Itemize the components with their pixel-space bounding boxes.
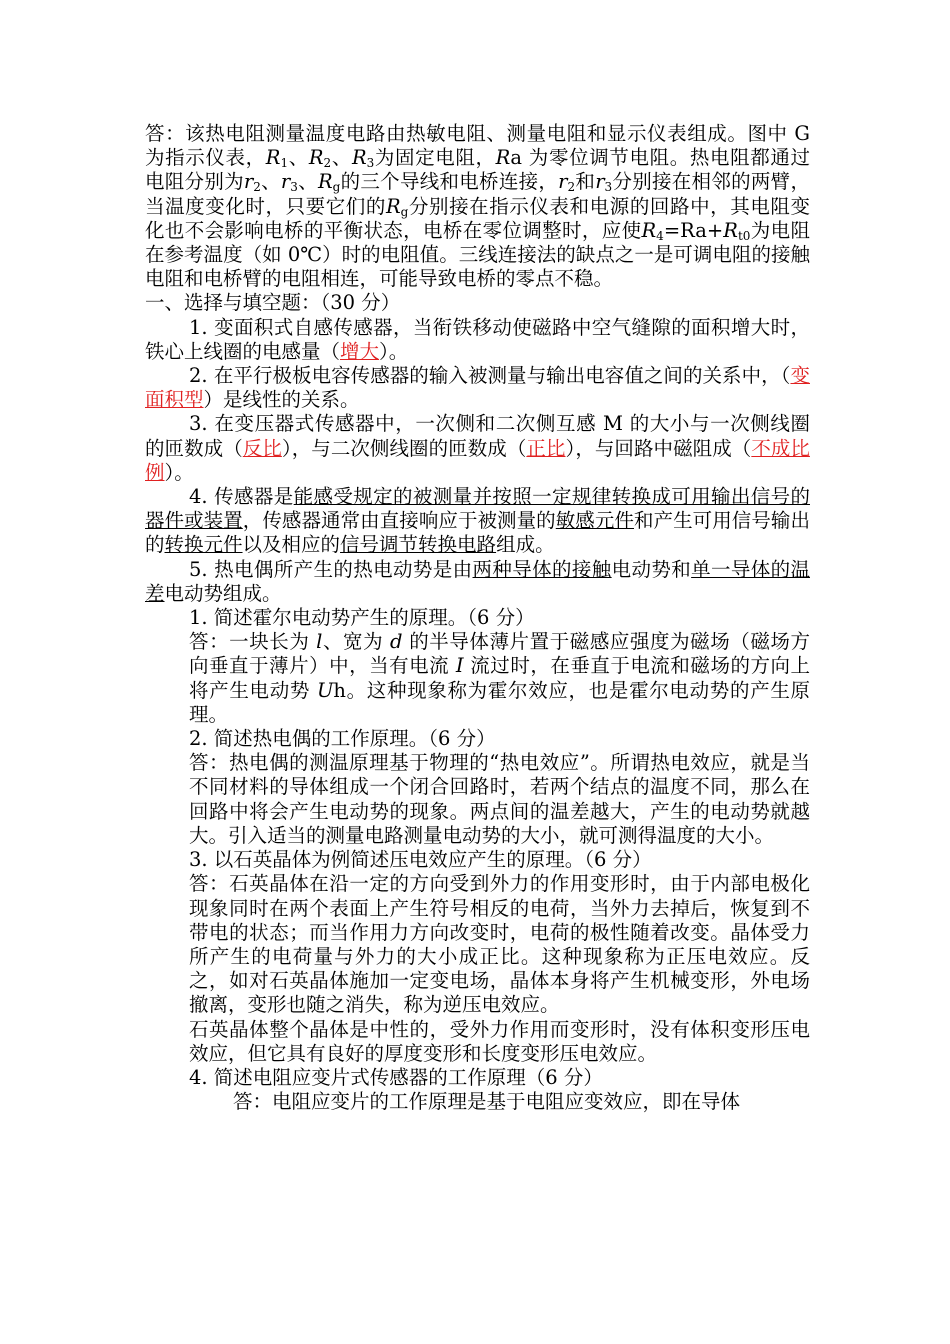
section-heading: 一、选择与填空题：（30 分） — [145, 291, 401, 315]
short-question-4: 4. 简述电阻应变片式传感器的工作原理（6 分） — [189, 1065, 603, 1089]
question-3: 3. 在变压器式传感器中，一次侧和二次侧互感 M 的大小与一次侧线圈的匝数成（反比），与二次侧线圈的匝数成（正比），与回路中磁阻成（不成比例）。 — [145, 412, 810, 484]
answer-blank: 不成比例 — [145, 436, 810, 484]
answer-blank: 增大 — [340, 339, 380, 363]
short-answer-1: 答：一块长为 l、宽为 d 的半导体薄片置于磁感应强度为磁场（磁场方向垂直于薄片）中，当有电流 I 流过时，在垂直于电流和磁场的方向上将产生电动势 Uh。这种现象称为霍尔效应，也是霍尔电动势的产生原理。 — [189, 630, 810, 726]
question-4: 4. 传感器是能感受规定的被测量并按照一定规律转换成可用输出信号的器件或装置，传感器通常由直接响应于被测量的敏感元件和产生可用信号输出的转换元件以及相应的信号调节转换电路组成。 — [145, 485, 810, 557]
underlined-answer: 单一导体的温差 — [145, 557, 810, 605]
underlined-answer: 两种导体的接触 — [472, 557, 612, 581]
answer-blank: 变面积型 — [145, 364, 810, 412]
short-question-1: 1. 简述霍尔电动势产生的原理。（6 分） — [189, 606, 535, 630]
short-answer-3: 答：石英晶体在沿一定的方向受到外力的作用变形时，由于内部电极化现象同时在两个表面上产生符号相反的电荷，当外力去掉后，恢复到不带电的状态；而当作用力方向改变时，电荷的极性随着改变。晶体受力所产生的电荷量与外力的大小成正比。这种现象称为正压电效应。反之，如对石英晶体施加一定变电场，晶体本身将产生机械变形，外电场撤离，变形也随之消失，称为逆压电效应。 — [189, 872, 810, 1017]
short-answer-3-continued: 石英晶体整个晶体是中性的，受外力作用而变形时，没有体积变形压电效应，但它具有良好的厚度变形和长度变形压电效应。 — [189, 1017, 810, 1065]
answer-blank: 正比 — [526, 436, 566, 460]
underlined-answer: 信号调节转换电路 — [340, 533, 497, 557]
short-question-2: 2. 简述热电偶的工作原理。（6 分） — [189, 727, 496, 751]
answer-blank: 反比 — [242, 436, 282, 460]
question-2: 2. 在平行极板电容传感器的输入被测量与输出电容值之间的关系中，（变面积型）是线性的关系。 — [145, 364, 810, 412]
question-5: 5. 热电偶所产生的热电动势是由两种导体的接触电动势和单一导体的温差电动势组成。 — [145, 557, 810, 605]
underlined-answer: 敏感元件 — [555, 509, 634, 533]
document-page — [145, 122, 810, 1114]
short-answer-2: 答：热电偶的测温原理基于物理的“热电效应”。所谓热电效应，就是当不同材料的导体组成一个闭合回路时，若两个结点的温度不同，那么在回路中将会产生电动势的现象。两点间的温差越大，产生的电动势就越大。引入适当的测量电路测量电动势的大小，就可测得温度的大小。 — [189, 751, 810, 847]
underlined-answer: 能感受规定的被测量并按照一定规律转换成可用输出信号的器件或装置 — [145, 485, 810, 533]
intro-paragraph: 答：该热电阻测量温度电路由热敏电阻、测量电阻和显示仪表组成。图中 G 为指示仪表，$R_1$、$R_2$、$R_3$为固定电阻，Ra 为零位调节电阻。热电阻都通过电阻分别为$r_2$、$r_3$、$R_g$的三个导线和电桥连接，$r_2$和$r_3$分别接在相邻的两臂，当温度变化时，只要它们的$R_g$分别接在指示仪表和电源的回路中，其电阻变化也不会影响电桥的平衡状态，电桥在零位调整时，应使$R_4=Ra+R_{t0}$为电阻在参考温度（如 0℃）时的电阻值。三线连接法的缺点之一是可调电阻的接触电阻和电桥臂的电阻相连，可能导致电桥的零点不稳。 — [145, 122, 810, 291]
underlined-answer: 转换元件 — [164, 533, 243, 557]
question-1: 1. 变面积式自感传感器，当衔铁移动使磁路中空气缝隙的面积增大时，铁心上线圈的电感量（增大）。 — [145, 315, 810, 363]
short-answer-4: 答：电阻应变片的工作原理是基于电阻应变效应，即在导体 — [233, 1090, 741, 1114]
short-question-3: 3. 以石英晶体为例简述压电效应产生的原理。（6 分） — [189, 848, 652, 872]
